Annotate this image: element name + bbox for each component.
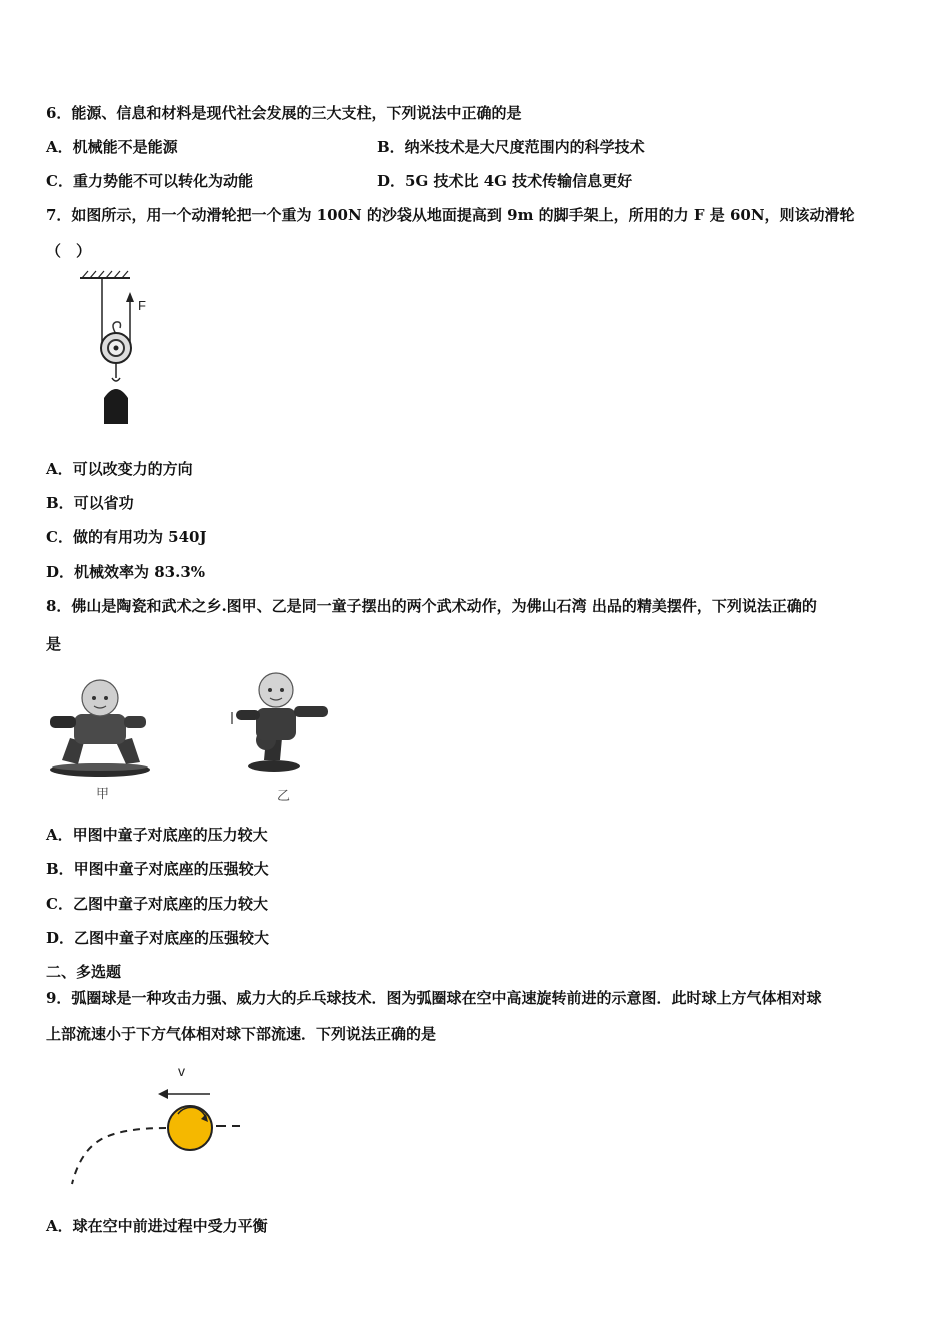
q6-option-d: D．5G 技术比 4G 技术传输信息更好 xyxy=(377,172,633,190)
q8-stem-line1: 8．佛山是陶瓷和武术之乡.图甲、乙是同一童子摆出的两个武术动作，为佛山石湾 出品的精美摆件，下列说法正确的 xyxy=(46,597,817,615)
figure-label-yi: 乙 xyxy=(277,789,291,804)
q6-option-b: B．纳米技术是大尺度范围内的科学技术 xyxy=(377,138,645,156)
velocity-label: v xyxy=(178,1063,185,1079)
q6-option-a: A．机械能不是能源 xyxy=(46,138,178,156)
q7-answer-blank: （ ） xyxy=(46,242,92,260)
q6-option-c: C．重力势能不可以转化为动能 xyxy=(46,172,253,190)
ceiling-hatch xyxy=(80,271,130,278)
section-heading-multi-choice: 二、多选题 xyxy=(46,963,122,981)
figure-label-jia: 甲 xyxy=(96,787,110,802)
figurines-figure xyxy=(44,668,344,808)
q9-stem-line2: 上部流速小于下方气体相对球下部流速．下列说法正确的是 xyxy=(46,1025,437,1043)
q9-option-a: A．球在空中前进过程中受力平衡 xyxy=(46,1217,268,1235)
q6-stem: 6．能源、信息和材料是现代社会发展的三大支柱，下列说法中正确的是 xyxy=(46,104,522,122)
q8-option-c: C．乙图中童子对底座的压力较大 xyxy=(46,895,268,913)
figurine-yi xyxy=(232,673,328,772)
trajectory-path xyxy=(72,1128,166,1184)
loop-ball-figure xyxy=(60,1058,260,1190)
sandbag xyxy=(104,389,128,424)
q8-option-b: B．甲图中童子对底座的压强较大 xyxy=(46,860,269,878)
q9-stem-line1: 9．弧圈球是一种攻击力强、威力大的乒乓球技术．图为弧圈球在空中高速旋转前进的示意图．此时球上方气体相对球 xyxy=(46,989,822,1007)
q7-option-d: D．机械效率为 83.3% xyxy=(46,563,206,581)
q8-option-a: A．甲图中童子对底座的压力较大 xyxy=(46,826,268,844)
pulley-figure xyxy=(72,266,172,430)
force-label: F xyxy=(138,298,146,313)
ping-pong-ball xyxy=(168,1106,212,1150)
q7-option-a: A．可以改变力的方向 xyxy=(46,460,193,478)
q7-option-c: C．做的有用功为 540J xyxy=(46,528,207,546)
q8-stem-line2: 是 xyxy=(46,635,62,653)
figurine-jia xyxy=(50,680,150,777)
q7-stem: 7．如图所示，用一个动滑轮把一个重为 100N 的沙袋从地面提高到 9m 的脚手架上，所用的力 F 是 60N，则该动滑轮 xyxy=(46,206,855,224)
force-arrow xyxy=(126,292,134,302)
q8-option-d: D．乙图中童子对底座的压强较大 xyxy=(46,929,270,947)
q7-option-b: B．可以省功 xyxy=(46,494,134,512)
